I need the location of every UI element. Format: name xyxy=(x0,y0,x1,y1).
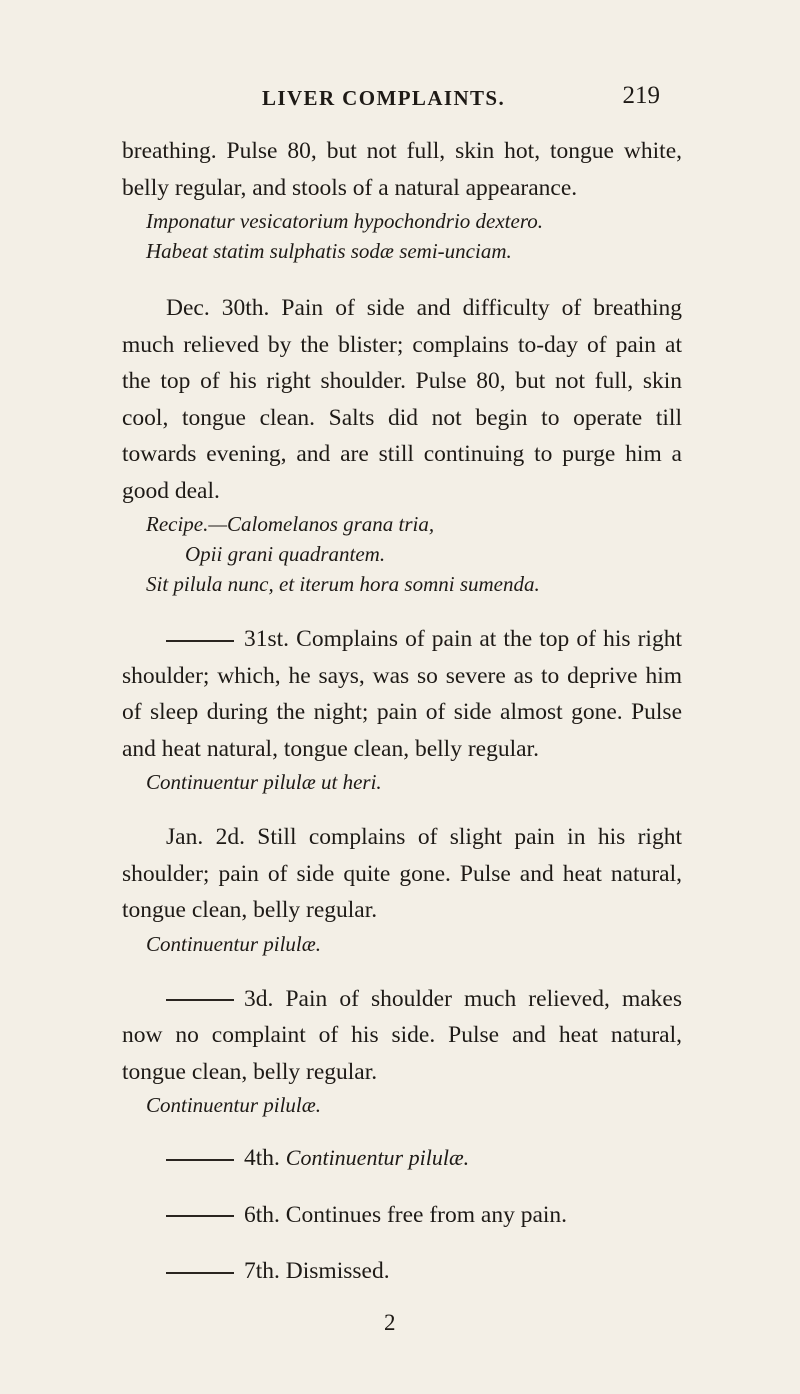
entry-4th xyxy=(122,1140,682,1177)
entry-6th xyxy=(122,1197,682,1234)
page-header xyxy=(0,78,800,118)
entry-7th xyxy=(122,1253,682,1290)
entry-dec-30: Dec. 30th. Pain of side and difficulty of breathing much relieved by the blister; complains to-day of pain at the top of his right shoulder. Pulse 80, but not full, skin cool, tongue clean. Salts did not begin to operate till towards evening, and are still continuing to purge him a good deal. xyxy=(122,295,682,504)
entry-text: 6th. Continues free from any pain. xyxy=(244,1201,568,1228)
prescription-line: Continuentur pilulæ. xyxy=(146,1093,322,1117)
prescription-line: Opii grani quadrantem. xyxy=(185,542,386,566)
entry-date: 4th. xyxy=(244,1145,280,1171)
ditto-dash xyxy=(166,999,234,1001)
signature-mark: 2 xyxy=(384,1310,396,1335)
prescription-line: Continuentur pilulæ. xyxy=(146,931,322,956)
entry-text: 7th. Dismissed. xyxy=(244,1258,390,1284)
entry-3d xyxy=(122,981,682,1091)
page-number: 219 xyxy=(622,82,660,109)
prescription-line: Recipe.—Calomelanos grana tria, xyxy=(146,512,435,536)
ditto-dash xyxy=(166,1159,234,1161)
prescription-line: Imponatur vesicatorium hypochondrio dextero. xyxy=(146,209,543,233)
prescription-line: Sit pilula nunc, et iterum hora somni sumenda. xyxy=(146,572,540,596)
entry-text: 3d. Pain of shoulder much relieved, makes now no complaint of his side. Pulse and heat natural, tongue clean, belly regular. xyxy=(122,985,682,1085)
prescription-line: Continuentur pilulæ. xyxy=(285,1145,470,1170)
running-head: LIVER COMPLAINTS. xyxy=(262,86,506,110)
entry-31st xyxy=(122,621,682,767)
prescription-line: Continuentur pilulæ ut heri. xyxy=(146,770,382,794)
paragraph-continuation: breathing. Pulse 80, but not full, skin hot, tongue white, belly regular, and stools of a natural appearance. xyxy=(122,138,682,201)
ditto-dash xyxy=(166,1215,234,1217)
ditto-dash xyxy=(166,1272,234,1274)
ditto-dash xyxy=(166,640,234,642)
body-text xyxy=(122,133,682,1290)
entry-jan-2: Jan. 2d. Still complains of slight pain in his right shoulder; pain of side quite gone. Pulse and heat natural, tongue clean, belly regular. xyxy=(122,824,682,923)
entry-text: 31st. Complains of pain at the top of his right shoulder; which, he says, was so severe as to deprive him of sleep during the night; pain of side almost gone. Pulse and heat natural, tongue clean, belly regular. xyxy=(122,626,682,762)
prescription-line: Habeat statim sulphatis sodæ semi-unciam. xyxy=(146,239,512,263)
